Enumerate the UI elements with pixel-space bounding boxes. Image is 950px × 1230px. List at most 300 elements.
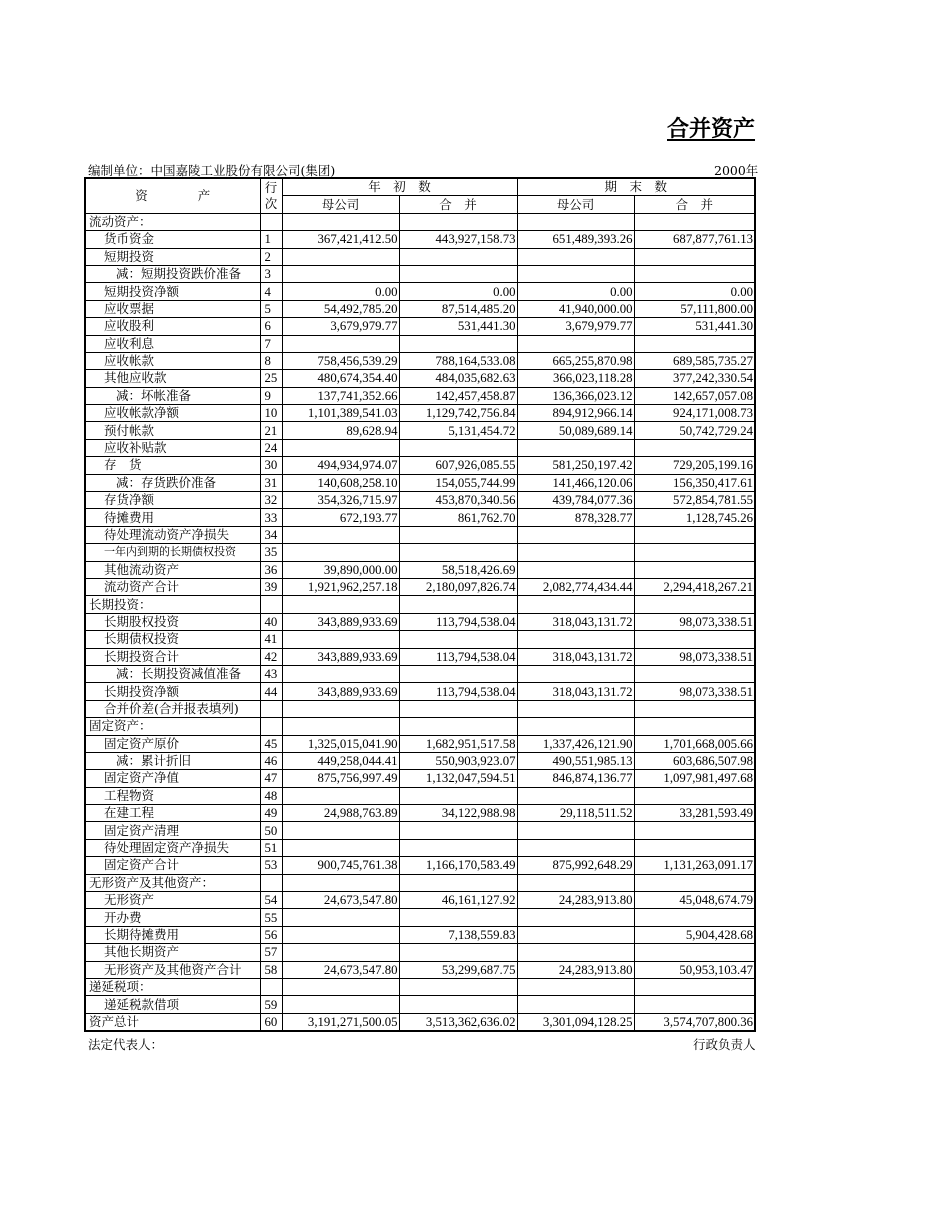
begin-parent-value: 449,258,044.41 <box>282 752 399 769</box>
row-line-number: 10 <box>260 405 282 422</box>
end-consolidated-value <box>634 248 755 265</box>
begin-consolidated-value: 46,161,127.92 <box>399 892 517 909</box>
table-row <box>85 944 755 961</box>
row-label: 待处理流动资产净损失 <box>85 526 260 543</box>
legal-representative-label: 法定代表人： <box>88 1037 164 1052</box>
end-consolidated-value <box>634 526 755 543</box>
row-label: 无形资产 <box>85 892 260 909</box>
table-row <box>85 909 755 926</box>
end-consolidated-value <box>634 213 755 230</box>
begin-consolidated-value <box>399 978 517 995</box>
begin-consolidated-value <box>399 526 517 543</box>
end-parent-value <box>517 787 634 804</box>
begin-parent-value <box>282 213 399 230</box>
begin-parent-value: 89,628.94 <box>282 422 399 439</box>
begin-parent-value <box>282 631 399 648</box>
begin-consolidated-value <box>399 631 517 648</box>
begin-consolidated-value: 453,870,340.56 <box>399 492 517 509</box>
row-line-number: 40 <box>260 613 282 630</box>
row-label: 固定资产： <box>85 718 260 735</box>
begin-parent-value: 54,492,785.20 <box>282 300 399 317</box>
header-begin-consolidated: 合 并 <box>399 196 517 213</box>
end-consolidated-value <box>634 439 755 456</box>
end-consolidated-value: 1,701,668,005.66 <box>634 735 755 752</box>
begin-consolidated-value: 2,180,097,826.74 <box>399 578 517 595</box>
begin-consolidated-value: 1,682,951,517.58 <box>399 735 517 752</box>
row-line-number: 7 <box>260 335 282 352</box>
row-line-number: 42 <box>260 648 282 665</box>
end-consolidated-value <box>634 787 755 804</box>
table-row <box>85 439 755 456</box>
begin-consolidated-value: 1,129,742,756.84 <box>399 405 517 422</box>
table-row <box>85 578 755 595</box>
table-row <box>85 961 755 978</box>
end-parent-value <box>517 526 634 543</box>
row-line-number <box>260 700 282 717</box>
begin-parent-value <box>282 822 399 839</box>
row-line-number: 33 <box>260 509 282 526</box>
table-row <box>85 892 755 909</box>
begin-consolidated-value <box>399 248 517 265</box>
row-label: 固定资产清理 <box>85 822 260 839</box>
row-label: 应收帐款 <box>85 352 260 369</box>
row-label: 合并价差(合并报表填列) <box>85 700 260 717</box>
begin-parent-value: 494,934,974.07 <box>282 457 399 474</box>
row-label: 固定资产合计 <box>85 857 260 874</box>
row-line-number <box>260 213 282 230</box>
table-row <box>85 926 755 943</box>
begin-parent-value: 900,745,761.38 <box>282 857 399 874</box>
end-parent-value: 41,940,000.00 <box>517 300 634 317</box>
table-row <box>85 822 755 839</box>
row-label: 其他流动资产 <box>85 561 260 578</box>
end-consolidated-value: 33,281,593.49 <box>634 805 755 822</box>
end-consolidated-value: 1,128,745.26 <box>634 509 755 526</box>
begin-parent-value <box>282 544 399 561</box>
row-line-number: 25 <box>260 370 282 387</box>
header-end-of-period: 期 末 数 <box>517 178 755 196</box>
end-parent-value: 318,043,131.72 <box>517 613 634 630</box>
end-parent-value: 2,082,774,434.44 <box>517 578 634 595</box>
begin-consolidated-value: 1,166,170,583.49 <box>399 857 517 874</box>
end-parent-value: 24,283,913.80 <box>517 892 634 909</box>
table-row <box>85 526 755 543</box>
end-parent-value <box>517 926 634 943</box>
table-row <box>85 283 755 300</box>
end-parent-value: 318,043,131.72 <box>517 648 634 665</box>
row-line-number: 54 <box>260 892 282 909</box>
end-parent-value: 665,255,870.98 <box>517 352 634 369</box>
row-label: 短期投资 <box>85 248 260 265</box>
row-line-number: 45 <box>260 735 282 752</box>
end-consolidated-value <box>634 544 755 561</box>
table-row <box>85 561 755 578</box>
end-consolidated-value: 1,097,981,497.68 <box>634 770 755 787</box>
begin-consolidated-value: 113,794,538.04 <box>399 683 517 700</box>
end-consolidated-value <box>634 874 755 891</box>
end-consolidated-value <box>634 978 755 995</box>
end-consolidated-value: 603,686,507.98 <box>634 752 755 769</box>
begin-consolidated-value <box>399 909 517 926</box>
begin-parent-value <box>282 926 399 943</box>
end-consolidated-value: 50,953,103.47 <box>634 961 755 978</box>
end-parent-value: 0.00 <box>517 283 634 300</box>
table-row <box>85 474 755 491</box>
begin-parent-value <box>282 596 399 613</box>
end-consolidated-value: 572,854,781.55 <box>634 492 755 509</box>
row-label: 资产总计 <box>85 1013 260 1031</box>
row-line-number: 1 <box>260 231 282 248</box>
begin-consolidated-value: 142,457,458.87 <box>399 387 517 404</box>
row-label: 应收帐款净额 <box>85 405 260 422</box>
row-line-number: 55 <box>260 909 282 926</box>
row-label: 减：累计折旧 <box>85 752 260 769</box>
end-parent-value <box>517 718 634 735</box>
end-consolidated-value <box>634 665 755 682</box>
end-parent-value: 3,301,094,128.25 <box>517 1013 634 1031</box>
row-label: 无形资产及其他资产合计 <box>85 961 260 978</box>
balance-sheet-table <box>84 177 756 1032</box>
row-label: 减：长期投资减值准备 <box>85 665 260 682</box>
row-line-number: 57 <box>260 944 282 961</box>
end-parent-value: 141,466,120.06 <box>517 474 634 491</box>
row-label: 固定资产净值 <box>85 770 260 787</box>
row-line-number: 21 <box>260 422 282 439</box>
row-label: 货币资金 <box>85 231 260 248</box>
row-line-number: 50 <box>260 822 282 839</box>
row-line-number: 49 <box>260 805 282 822</box>
row-line-number <box>260 978 282 995</box>
end-consolidated-value: 98,073,338.51 <box>634 683 755 700</box>
end-parent-value <box>517 909 634 926</box>
table-row <box>85 231 755 248</box>
begin-consolidated-value: 113,794,538.04 <box>399 613 517 630</box>
row-label: 流动资产： <box>85 213 260 230</box>
end-parent-value: 318,043,131.72 <box>517 683 634 700</box>
end-consolidated-value <box>634 839 755 856</box>
begin-parent-value <box>282 335 399 352</box>
row-label: 其他长期资产 <box>85 944 260 961</box>
end-consolidated-value <box>634 909 755 926</box>
begin-consolidated-value <box>399 665 517 682</box>
end-parent-value: 651,489,393.26 <box>517 231 634 248</box>
row-line-number: 2 <box>260 248 282 265</box>
end-parent-value: 29,118,511.52 <box>517 805 634 822</box>
end-parent-value <box>517 700 634 717</box>
end-consolidated-value <box>634 335 755 352</box>
report-title: 合并资产 <box>667 117 756 142</box>
end-parent-value: 24,283,913.80 <box>517 961 634 978</box>
header-begin-of-year: 年 初 数 <box>282 178 517 196</box>
begin-parent-value: 367,421,412.50 <box>282 231 399 248</box>
begin-consolidated-value <box>399 718 517 735</box>
row-label: 待摊费用 <box>85 509 260 526</box>
begin-parent-value <box>282 996 399 1013</box>
row-line-number: 51 <box>260 839 282 856</box>
table-row <box>85 770 755 787</box>
begin-consolidated-value <box>399 700 517 717</box>
begin-parent-value <box>282 718 399 735</box>
row-label: 开办费 <box>85 909 260 926</box>
table-row <box>85 492 755 509</box>
row-line-number: 5 <box>260 300 282 317</box>
end-parent-value <box>517 874 634 891</box>
begin-consolidated-value: 113,794,538.04 <box>399 648 517 665</box>
end-consolidated-value: 2,294,418,267.21 <box>634 578 755 595</box>
table-row <box>85 248 755 265</box>
begin-consolidated-value <box>399 874 517 891</box>
report-year: 2000年 <box>714 163 759 178</box>
end-consolidated-value: 377,242,330.54 <box>634 370 755 387</box>
end-consolidated-value <box>634 944 755 961</box>
table-row <box>85 544 755 561</box>
end-consolidated-value: 689,585,735.27 <box>634 352 755 369</box>
table-row <box>85 405 755 422</box>
end-consolidated-value <box>634 700 755 717</box>
end-consolidated-value: 3,574,707,800.36 <box>634 1013 755 1031</box>
row-label: 一年内到期的长期债权投资 <box>85 544 260 561</box>
row-line-number: 36 <box>260 561 282 578</box>
begin-consolidated-value: 861,762.70 <box>399 509 517 526</box>
begin-consolidated-value: 7,138,559.83 <box>399 926 517 943</box>
table-row <box>85 631 755 648</box>
row-line-number: 44 <box>260 683 282 700</box>
table-row <box>85 596 755 613</box>
table-row <box>85 300 755 317</box>
end-parent-value <box>517 248 634 265</box>
admin-head-label: 行政负责人 <box>693 1037 756 1052</box>
end-parent-value <box>517 265 634 282</box>
begin-parent-value: 1,921,962,257.18 <box>282 578 399 595</box>
table-row <box>85 509 755 526</box>
begin-parent-value <box>282 978 399 995</box>
end-consolidated-value <box>634 596 755 613</box>
row-line-number: 35 <box>260 544 282 561</box>
table-row <box>85 318 755 335</box>
end-parent-value: 581,250,197.42 <box>517 457 634 474</box>
row-label: 减：短期投资跌价准备 <box>85 265 260 282</box>
table-row <box>85 665 755 682</box>
row-line-number <box>260 874 282 891</box>
table-row <box>85 787 755 804</box>
header-begin-parent: 母公司 <box>282 196 399 213</box>
end-consolidated-value <box>634 718 755 735</box>
table-row <box>85 213 755 230</box>
begin-parent-value: 1,325,015,041.90 <box>282 735 399 752</box>
table-row <box>85 370 755 387</box>
end-consolidated-value: 729,205,199.16 <box>634 457 755 474</box>
end-parent-value: 136,366,023.12 <box>517 387 634 404</box>
begin-consolidated-value <box>399 544 517 561</box>
row-label: 待处理固定资产净损失 <box>85 839 260 856</box>
table-row <box>85 457 755 474</box>
end-consolidated-value: 50,742,729.24 <box>634 422 755 439</box>
end-consolidated-value <box>634 631 755 648</box>
begin-consolidated-value: 484,035,682.63 <box>399 370 517 387</box>
begin-consolidated-value <box>399 265 517 282</box>
row-label: 长期投资净额 <box>85 683 260 700</box>
begin-parent-value <box>282 874 399 891</box>
row-line-number: 46 <box>260 752 282 769</box>
end-consolidated-value: 1,131,263,091.17 <box>634 857 755 874</box>
table-row <box>85 683 755 700</box>
end-parent-value <box>517 839 634 856</box>
begin-parent-value: 343,889,933.69 <box>282 648 399 665</box>
end-consolidated-value: 0.00 <box>634 283 755 300</box>
row-line-number: 56 <box>260 926 282 943</box>
end-parent-value: 1,337,426,121.90 <box>517 735 634 752</box>
table-row <box>85 857 755 874</box>
table-row <box>85 700 755 717</box>
end-parent-value: 3,679,979.77 <box>517 318 634 335</box>
row-label: 应收票据 <box>85 300 260 317</box>
begin-parent-value: 24,673,547.80 <box>282 892 399 909</box>
row-label: 减：坏帐准备 <box>85 387 260 404</box>
row-line-number: 24 <box>260 439 282 456</box>
row-label: 其他应收款 <box>85 370 260 387</box>
begin-parent-value: 140,608,258.10 <box>282 474 399 491</box>
begin-parent-value: 24,988,763.89 <box>282 805 399 822</box>
end-parent-value <box>517 439 634 456</box>
begin-consolidated-value: 0.00 <box>399 283 517 300</box>
table-body <box>85 213 755 1031</box>
row-line-number <box>260 596 282 613</box>
begin-parent-value: 3,679,979.77 <box>282 318 399 335</box>
end-parent-value: 366,023,118.28 <box>517 370 634 387</box>
table-row <box>85 839 755 856</box>
table-row <box>85 1013 755 1031</box>
begin-parent-value <box>282 439 399 456</box>
row-line-number: 47 <box>260 770 282 787</box>
row-label: 存货净额 <box>85 492 260 509</box>
begin-consolidated-value: 550,903,923.07 <box>399 752 517 769</box>
end-consolidated-value: 924,171,008.73 <box>634 405 755 422</box>
row-label: 长期股权投资 <box>85 613 260 630</box>
row-line-number: 58 <box>260 961 282 978</box>
row-line-number: 48 <box>260 787 282 804</box>
end-parent-value <box>517 561 634 578</box>
end-parent-value: 875,992,648.29 <box>517 857 634 874</box>
begin-consolidated-value <box>399 822 517 839</box>
begin-parent-value: 137,741,352.66 <box>282 387 399 404</box>
row-line-number: 8 <box>260 352 282 369</box>
begin-consolidated-value <box>399 996 517 1013</box>
begin-parent-value: 354,326,715.97 <box>282 492 399 509</box>
row-label: 流动资产合计 <box>85 578 260 595</box>
begin-consolidated-value <box>399 839 517 856</box>
end-consolidated-value <box>634 561 755 578</box>
table-row <box>85 265 755 282</box>
end-consolidated-value <box>634 265 755 282</box>
header-line-no: 行次 <box>260 178 282 213</box>
row-line-number: 9 <box>260 387 282 404</box>
row-label: 应收股利 <box>85 318 260 335</box>
row-line-number: 31 <box>260 474 282 491</box>
begin-consolidated-value: 3,513,362,636.02 <box>399 1013 517 1031</box>
row-label: 长期待摊费用 <box>85 926 260 943</box>
end-consolidated-value: 57,111,800.00 <box>634 300 755 317</box>
row-line-number: 53 <box>260 857 282 874</box>
row-label: 长期投资： <box>85 596 260 613</box>
row-line-number: 39 <box>260 578 282 595</box>
begin-consolidated-value <box>399 944 517 961</box>
begin-parent-value <box>282 526 399 543</box>
begin-parent-value: 343,889,933.69 <box>282 683 399 700</box>
begin-consolidated-value: 58,518,426.69 <box>399 561 517 578</box>
end-consolidated-value: 687,877,761.13 <box>634 231 755 248</box>
table-row <box>85 718 755 735</box>
header-end-consolidated: 合 并 <box>634 196 755 213</box>
end-parent-value: 490,551,985.13 <box>517 752 634 769</box>
row-label: 递延税款借项 <box>85 996 260 1013</box>
begin-parent-value <box>282 787 399 804</box>
row-line-number: 30 <box>260 457 282 474</box>
row-label: 递延税项： <box>85 978 260 995</box>
row-label: 短期投资净额 <box>85 283 260 300</box>
reporting-entity: 编制单位：中国嘉陵工业股份有限公司(集团) <box>88 163 336 178</box>
row-line-number: 60 <box>260 1013 282 1031</box>
begin-consolidated-value <box>399 596 517 613</box>
row-label: 应收补贴款 <box>85 439 260 456</box>
begin-parent-value <box>282 700 399 717</box>
row-label: 减：存货跌价准备 <box>85 474 260 491</box>
begin-consolidated-value <box>399 439 517 456</box>
begin-consolidated-value: 531,441.30 <box>399 318 517 335</box>
begin-consolidated-value: 788,164,533.08 <box>399 352 517 369</box>
begin-parent-value: 672,193.77 <box>282 509 399 526</box>
row-label: 在建工程 <box>85 805 260 822</box>
end-parent-value: 439,784,077.36 <box>517 492 634 509</box>
begin-consolidated-value <box>399 213 517 230</box>
row-label: 长期债权投资 <box>85 631 260 648</box>
begin-consolidated-value <box>399 787 517 804</box>
table-row <box>85 752 755 769</box>
table-row <box>85 978 755 995</box>
row-line-number: 43 <box>260 665 282 682</box>
end-parent-value <box>517 213 634 230</box>
begin-parent-value: 480,674,354.40 <box>282 370 399 387</box>
begin-parent-value <box>282 839 399 856</box>
table-row <box>85 648 755 665</box>
row-line-number: 3 <box>260 265 282 282</box>
begin-parent-value: 39,890,000.00 <box>282 561 399 578</box>
begin-parent-value: 875,756,997.49 <box>282 770 399 787</box>
end-consolidated-value: 156,350,417.61 <box>634 474 755 491</box>
row-label: 存 货 <box>85 457 260 474</box>
row-label: 应收利息 <box>85 335 260 352</box>
end-parent-value <box>517 665 634 682</box>
end-parent-value <box>517 944 634 961</box>
table-row <box>85 874 755 891</box>
end-parent-value <box>517 996 634 1013</box>
row-line-number: 41 <box>260 631 282 648</box>
row-label: 长期投资合计 <box>85 648 260 665</box>
end-parent-value <box>517 631 634 648</box>
table-row <box>85 352 755 369</box>
begin-parent-value <box>282 944 399 961</box>
end-consolidated-value: 98,073,338.51 <box>634 648 755 665</box>
begin-parent-value: 758,456,539.29 <box>282 352 399 369</box>
row-line-number: 59 <box>260 996 282 1013</box>
table-row <box>85 613 755 630</box>
row-label: 固定资产原价 <box>85 735 260 752</box>
begin-parent-value: 0.00 <box>282 283 399 300</box>
header-asset: 资 产 <box>85 178 260 213</box>
row-line-number: 34 <box>260 526 282 543</box>
begin-parent-value: 343,889,933.69 <box>282 613 399 630</box>
end-consolidated-value: 45,048,674.79 <box>634 892 755 909</box>
end-parent-value: 50,089,689.14 <box>517 422 634 439</box>
